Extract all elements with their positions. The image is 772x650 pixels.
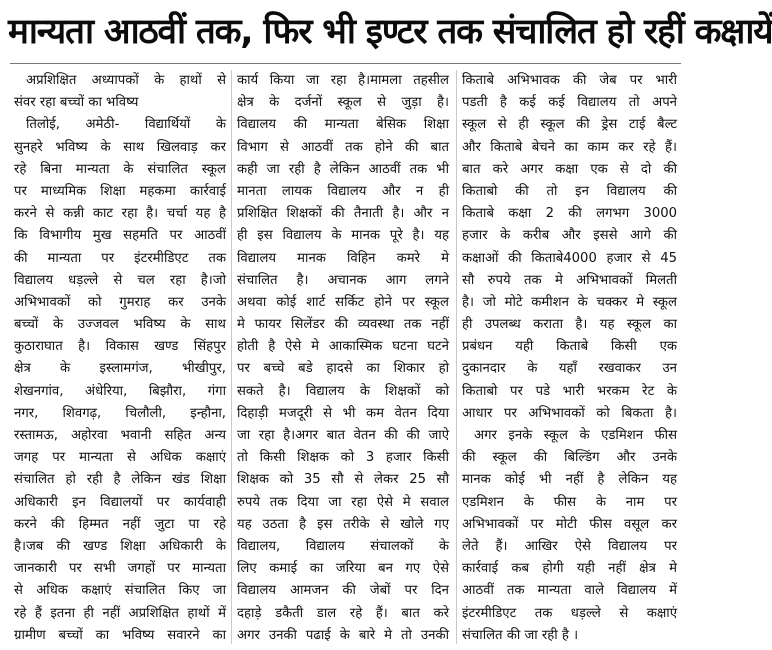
article-line: अभिभावकों को गुमराह कर उनके bbox=[14, 294, 226, 310]
article-line: शिक्षक को 35 सौ से लेकर 25 सौ bbox=[237, 472, 449, 488]
article-line: लेते हैं। आखिर ऐसे विद्यालय पर bbox=[462, 538, 677, 554]
article-line: किताबे अभिभावक की जेब पर भारी bbox=[462, 73, 677, 88]
article-line: संचालित हो रही है लेकिन खंड शिक्षा bbox=[14, 472, 226, 488]
article-line: की स्कूल की बिल्डिंग और उनके bbox=[462, 450, 677, 466]
article-line: रहे हैं इतना ही नहीं अप्रशिक्षित हाथों में bbox=[14, 605, 226, 621]
article-line: सौ रुपये तक मे अभिभावकों मिलती bbox=[462, 272, 677, 288]
column-divider-1 bbox=[231, 70, 232, 644]
article-line: संवर रहा बच्चों का भविष्य bbox=[14, 95, 139, 111]
article-line: अथवा कोई शार्ट सर्किट होने पर स्कूल bbox=[237, 294, 449, 310]
article-line: सकते है। विद्यालय के शिक्षकों को bbox=[237, 383, 449, 399]
article-line: एडमिशन के फीस के नाम पर bbox=[462, 494, 677, 510]
article-line: यह उठता है इस तरीके से खोले गए bbox=[237, 516, 449, 532]
article-line: कक्षाओं की किताबे4000 हजार से 45 bbox=[462, 250, 677, 266]
article-line: ग्रामीण बच्चों का भविष्य सवारने का bbox=[14, 627, 226, 643]
article-line: कार्रवाई कब होगी यही नहीं क्षेत्र मे bbox=[462, 561, 677, 577]
article-line: तिलोई, अमेठी- विद्यार्थियों के bbox=[26, 117, 226, 133]
article-line: किताबो पर पडे भारी भरकम रेट के bbox=[462, 383, 677, 399]
column-divider-2 bbox=[456, 70, 457, 644]
article-line: विभाग से आठवीं तक होने की बात bbox=[237, 139, 449, 155]
article-line: आठवीं तक मान्यता वाले विद्यालय में bbox=[462, 583, 677, 599]
article-line: अधिकारी इन विद्यालयों पर कार्यवाही bbox=[14, 494, 226, 510]
article-line: रुपये तक दिया जा रहा ऐसे मे सवाल bbox=[237, 494, 449, 510]
article-line: दुकानदार के यहाँ रखवाकर उन bbox=[462, 361, 677, 377]
article-column-1 bbox=[14, 70, 226, 646]
article-line: तो किसी शिक्षक को 3 हजार किसी bbox=[237, 450, 449, 466]
article-line: बच्चों के उज्जवल भविष्य के साथ bbox=[14, 317, 226, 333]
article-line: अगर इनके स्कूल के एडमिशन फीस bbox=[474, 428, 677, 443]
article-line: दहाड़े डकैती डाल रहे हैं। बात करे bbox=[237, 605, 449, 621]
article-line: है।जब की खण्ड शिक्षा अधिकारी के bbox=[14, 538, 226, 554]
article-line: की मान्यता पर इंटरमीडिएट तक bbox=[14, 250, 226, 266]
article-line: प्रशिक्षित शिक्षकों की तैनाती है। और न bbox=[237, 206, 449, 222]
headline: मान्यता आठवीं तक, फिर भी इण्टर तक संचालित हो रहीं कक्षायें bbox=[8, 12, 772, 52]
article-line: लिए कमाई का जरिया बन गए ऐसे bbox=[237, 561, 449, 577]
article-line: बात करे अगर कक्षा एक से दो की bbox=[462, 161, 677, 177]
article-line: संचालित की जा रही है । bbox=[462, 627, 579, 643]
article-line: रहे बिना मान्यता के संचालित स्कूल bbox=[14, 161, 226, 177]
article-line: क्षेत्र के दर्जनों स्कूल से जुड़ा है। bbox=[237, 95, 449, 111]
article-line: पर माध्यमिक शिक्षा महकमा कार्रवाई bbox=[14, 183, 226, 199]
article-line: पर बच्चे बडे हादसे का शिकार हो bbox=[237, 361, 449, 377]
article-line: मानक कोई भी नहीं है लेकिन यह bbox=[462, 472, 677, 488]
article-line: कि विभागीय मुख सहमति पर आठवीं bbox=[14, 228, 226, 244]
article-line: करने की हिम्मत नहीं जुटा पा रहे bbox=[14, 516, 226, 532]
article-line: अगर उनकी पढाई के बारे मे तो उनकी bbox=[237, 627, 449, 643]
article-line: शेखनगांव, अंधेरिया, बिझौरा, गंगा bbox=[14, 383, 226, 399]
article-line: इंटरमीडिएट तक धड़ल्ले से कक्षाएं bbox=[462, 605, 677, 621]
article-line: होती है ऐसे मे आकास्मिक घटना घटने bbox=[237, 339, 449, 355]
article-line: किताबो की तो इन विद्यालय की bbox=[462, 183, 677, 199]
article-line: से अधिक कक्षाएं संचालित किए जा bbox=[14, 583, 226, 599]
article-line: मे फायर सिलेंडर की व्यवस्था तक नहीं bbox=[237, 317, 449, 333]
article-column-2 bbox=[237, 70, 449, 646]
article-line: कार्य किया जा रहा है।मामला तहसील bbox=[237, 73, 449, 88]
article-line: रस्तामऊ, अहोरवा भवानी सहित अन्य bbox=[14, 428, 226, 443]
article-line: क्षेत्र के इस्लामगंज, भीखीपुर, bbox=[14, 361, 226, 377]
article-line: कुठाराघात है। विकास खण्ड सिंहपुर bbox=[14, 339, 226, 355]
article-line: विद्यालय मानक विहिन कमरे मे bbox=[237, 250, 449, 266]
article-line: जगह पर मान्यता से अधिक कक्षाएं bbox=[14, 450, 226, 466]
article-column-3 bbox=[462, 70, 677, 646]
article-line: प्रबंधन यही किताबे किसी एक bbox=[462, 339, 677, 355]
article-line: आधार पर अभिभावकों को बिकता है। bbox=[462, 405, 677, 421]
article-line: मानता लायक विद्यालय और न ही bbox=[237, 183, 449, 199]
article-line: ही उपलब्ध कराता है। यह स्कूल का bbox=[462, 317, 677, 333]
article-line: सुनहरे भविष्य के साथ खिलवाड़ कर bbox=[14, 139, 226, 155]
article-line: विद्यालय की मान्यता बेसिक शिक्षा bbox=[237, 117, 449, 133]
article-line: किताबे कक्षा 2 की लगभग 3000 bbox=[462, 206, 677, 222]
article-line: संचालित है। अचानक आग लगने bbox=[237, 272, 449, 288]
article-line: ही इस विद्यालय के मानक पूरे है। यह bbox=[237, 228, 449, 244]
article-line: विद्यालय धड़ल्ले से चल रहा है।जो bbox=[14, 272, 226, 288]
article-line: स्कूल से ही स्कूल की ड्रेस टाई बैल्ट bbox=[462, 117, 677, 133]
headline-divider bbox=[10, 63, 681, 64]
article-line: विद्यालय आमजन की जेबों पर दिन bbox=[237, 583, 449, 599]
article-line: कही जा रही है लेकिन आठवीं तक भी bbox=[237, 161, 449, 177]
article-line: पडती है कई कई विद्यालय तो अपने bbox=[462, 95, 677, 111]
article-line: हजार के करीब और इससे आगे की bbox=[462, 228, 677, 244]
article-line: अभिभावकों पर मोटी फीस वसूल कर bbox=[462, 516, 677, 532]
article-line: है। जो मोटे कमीशन के चक्कर मे स्कूल bbox=[462, 294, 677, 310]
article-line: करने से कन्नी काट रहा है। चर्चा यह है bbox=[14, 206, 226, 222]
article-line: जा रहा है।अगर बात वेतन की की जाऐ bbox=[237, 428, 449, 443]
article-line: दिहाड़ी मजदूरी से भी कम वेतन दिया bbox=[237, 405, 449, 421]
article-line: और किताबे बेचने का काम कर रहे हैं। bbox=[462, 139, 677, 155]
article-line: अप्रशिक्षित अध्यापकों के हाथों से bbox=[26, 73, 226, 88]
article-line: नगर, शिवगढ़, चिलौली, इन्हौना, bbox=[14, 405, 226, 421]
article-line: विद्यालय, विद्यालय संचालकों के bbox=[237, 538, 449, 554]
article-line: जानकारी पर सभी जगहों पर मान्यता bbox=[14, 561, 226, 577]
